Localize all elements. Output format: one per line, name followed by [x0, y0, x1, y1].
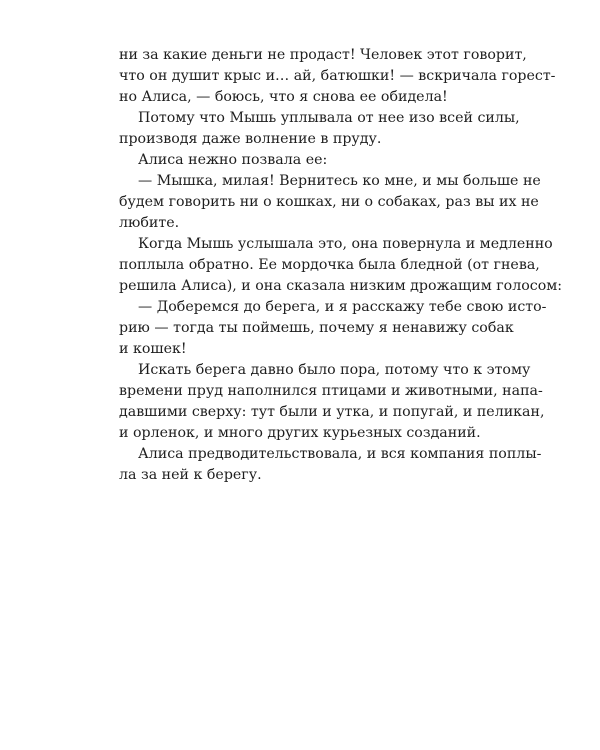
text-line: будем говорить ни о кошках, ни о собаках, раз вы их не [119, 194, 539, 210]
paragraph [119, 444, 542, 486]
text-line: ла за ней к берегу. [119, 467, 262, 483]
paragraph [119, 297, 547, 360]
text-line: любите. [119, 215, 180, 231]
text-line: давшими сверху: тут были и утка, и попугай, и пеликан, [119, 404, 545, 420]
text-line: производя даже волнение в пруду. [119, 131, 382, 147]
text-line: — Доберемся до берега, и я расскажу тебе свою исто- [138, 299, 547, 315]
paragraph [119, 150, 485, 171]
text-line: и кошек! [119, 341, 187, 357]
text-line: и орленок, и много других курьезных созданий. [119, 425, 481, 441]
paragraph [119, 360, 545, 444]
text-line: Искать берега давно было пора, потому что к этому [138, 362, 531, 378]
text-line: времени пруд наполнился птицами и животными, напа- [119, 383, 543, 399]
text-line: решила Алиса), и она сказала низким дрожащим голосом: [119, 278, 563, 294]
paragraph [119, 45, 556, 108]
page-text [119, 45, 563, 486]
text-line: Алиса предводительствовала, и вся компания поплы- [138, 446, 542, 462]
text-line: поплыла обратно. Ее мордочка была бледной (от гнева, [119, 257, 540, 273]
paragraph [119, 171, 541, 234]
paragraph [119, 108, 520, 150]
text-line: рию — тогда ты поймешь, почему я ненавижу собак [119, 320, 514, 336]
text-line: но Алиса, — боюсь, что я снова ее обидела! [119, 89, 448, 105]
text-line: — Мышка, милая! Вернитесь ко мне, и мы больше не [138, 173, 541, 189]
text-line: что он душит крыс и… ай, батюшки! — вскричала горест- [119, 68, 556, 84]
paragraph [119, 234, 563, 297]
text-line: ни за какие деньги не продаст! Человек этот говорит, [119, 47, 527, 63]
text-line: Алиса нежно позвала ее: [138, 152, 328, 168]
text-line: Когда Мышь услышала это, она повернула и медленно [138, 236, 553, 252]
text-line: Потому что Мышь уплывала от нее изо всей силы, [138, 110, 520, 126]
